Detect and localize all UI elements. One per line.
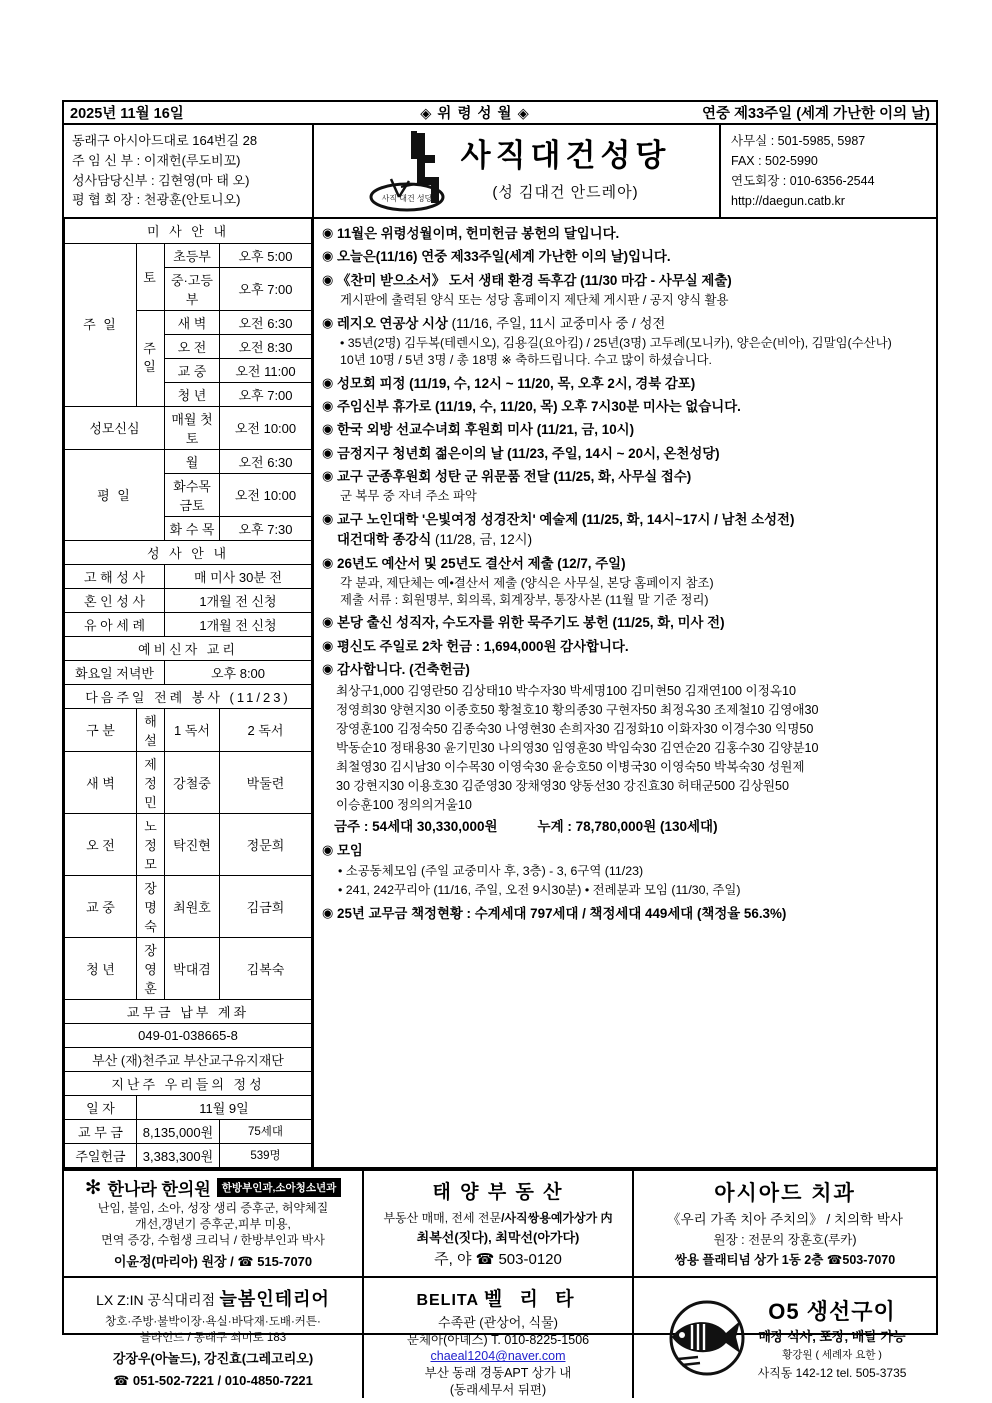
marian-when: 매월 첫 토 — [165, 406, 220, 449]
meeting-item: • 소공동체모임 (주일 교중미사 후, 3층) - 3, 6구역 (11/23) — [338, 863, 644, 878]
meetings-heading — [322, 842, 930, 860]
announcement-cont-title: 대건대학 종강식 — [337, 532, 432, 548]
ad-badge: 한방부인과,소아청소년과 — [217, 1178, 342, 1197]
ad-belita[interactable] — [364, 1278, 634, 1398]
ad-brand-en: BELITA — [416, 1292, 479, 1309]
announcement-item — [322, 225, 930, 243]
ad-contact: ☎ 051-502-7221 / 010-4850-7221 — [113, 1372, 313, 1388]
ad-line: 블라인드 / 동래구 쇠미로 183 — [139, 1331, 287, 1344]
weekday-row-time: 오전 6:30 — [220, 449, 312, 473]
ad-neulbom[interactable] — [64, 1278, 364, 1398]
ad-line: 최복선(짓다), 최막선(아가다) — [416, 1230, 580, 1245]
ad-neulbom-header — [69, 1285, 357, 1311]
mass-row-time: 오후 7:00 — [220, 382, 312, 406]
bulletin-sheet — [62, 100, 938, 1398]
liturgy-header: 해 설 — [137, 708, 165, 751]
liturgy-cell: 정문희 — [220, 813, 312, 875]
liturgy-header: 2 독서 — [220, 708, 312, 751]
announcement-detail: (11/16, 주일, 11시 교중미사 중 / 성전 — [447, 315, 666, 331]
office-fax: FAX : 502-5990 — [731, 154, 818, 168]
announcements-column — [314, 219, 936, 1167]
mass-sun-label: 주 일 — [137, 310, 165, 406]
weekday-row-time: 오전 10:00 — [220, 473, 312, 516]
donation-heading — [322, 661, 930, 679]
weekday-row-time: 오후 7:30 — [220, 516, 312, 540]
liturgy-cell: 김복숙 — [220, 937, 312, 999]
church-logo — [363, 125, 455, 217]
ad-brand-light: LX Z:IN 공식대리점 — [96, 1292, 216, 1308]
announcement-text: 교구 군종후원회 성탄 군 위문품 전달 (11/25, 화, 사무실 접수) — [337, 468, 692, 484]
header-main — [64, 125, 936, 219]
bullet-icon: ◉ — [322, 444, 334, 460]
header-contact — [721, 125, 936, 217]
sacrament-info: 1개월 전 신청 — [165, 588, 312, 612]
donor-line: 박동순10 정태용30 윤기민30 나의영30 임영훈30 박임숙30 김연순20 김홍수30 김양분10 — [336, 741, 819, 755]
bullet-icon: ◉ — [322, 554, 334, 570]
table-row — [65, 813, 312, 875]
liturgy-cell: 김금희 — [220, 875, 312, 937]
announcement-item — [322, 445, 930, 463]
mass-section-title: 미 사 안 내 — [65, 219, 312, 243]
ad-hanara[interactable] — [64, 1171, 364, 1276]
final-note-text: 25년 교무금 책정현황 : 수계세대 797세대 / 책정세대 449세대 (책정율 56.3%) — [337, 905, 787, 921]
ad-line: (동래세무서 뒤편) — [449, 1383, 547, 1398]
bullet-icon: ◉ — [322, 510, 334, 526]
meetings-title: 모임 — [337, 842, 363, 858]
bullet-icon: ◉ — [322, 271, 334, 287]
office-phone: 사무실 : 501-5985, 5987 — [731, 134, 866, 148]
table-row — [65, 1143, 312, 1167]
liturgy-section-title: 다음주일 전례 봉사 (11/23) — [65, 684, 312, 708]
mass-row-time: 오전 11:00 — [220, 358, 312, 382]
header-sunday: 연중 제33주일 (세계 가난한 이의 날) — [701, 106, 930, 122]
announcement-item — [322, 398, 930, 416]
offering-count: 539명 — [220, 1143, 312, 1167]
ad-contact: 이윤정(마리아) 원장 / ☎ 515-7070 — [113, 1253, 313, 1269]
account-section-title: 교무금 납부 계좌 — [65, 999, 312, 1023]
ad-row-1 — [64, 1171, 936, 1278]
bullet-icon: ◉ — [322, 637, 334, 653]
announcement-item — [322, 511, 930, 529]
ad-taeyang[interactable] — [364, 1171, 634, 1276]
bulletin-body — [64, 219, 936, 1169]
mass-row-time: 오전 8:30 — [220, 334, 312, 358]
ad-o5-fish[interactable] — [634, 1278, 936, 1398]
announcement-text: 주임신부 휴가로 (11/19, 수, 11/20, 목) 오후 7시30분 미사는 없습니다. — [337, 398, 741, 414]
advertisements — [64, 1169, 936, 1398]
header-date-strip — [64, 102, 936, 125]
ad-line: 매장 식사, 포장, 배달 가능 — [758, 1329, 906, 1345]
mass-row-name: 청 년 — [165, 382, 220, 406]
announcement-text: 본당 출신 성직자, 수도자를 위한 묵주기도 봉헌 (11/25, 화, 미사 전) — [337, 615, 725, 631]
ad-line: 부산 동래 경동APT 상가 내 — [424, 1366, 572, 1381]
church-patron: (성 김대건 안드레아) — [492, 183, 639, 201]
mass-row-name: 중·고등부 — [165, 267, 220, 310]
liturgy-cell: 장영훈 — [137, 937, 165, 999]
liturgy-header: 구 분 — [65, 708, 137, 751]
liturgy-cell: 제정민 — [137, 751, 165, 813]
donor-line: 이승훈100 정의의거울10 — [336, 797, 472, 812]
account-org: 부산 (재)천주교 부산교구유지재단 — [65, 1047, 312, 1071]
bullet-icon: ◉ — [322, 841, 334, 857]
mass-sunday-label: 주 일 — [65, 243, 137, 406]
donor-line: 장영훈100 김정숙50 김종숙30 나영현30 손희자30 김정화10 이화자30 이경수30 익명50 — [336, 722, 814, 737]
church-title-wrap — [461, 140, 671, 202]
announcement-subtext: 게시판에 출력된 양식 또는 성당 홈페이지 제단체 게시판 / 공지 양식 활용 — [340, 292, 729, 307]
header-title-block — [314, 125, 721, 217]
announcement-subtext: 제출 서류 : 회원명부, 회의록, 회계장부, 통장사본 (11월 말 기준 정리) — [340, 592, 709, 607]
table-row — [65, 1119, 312, 1143]
ad-asiad-dental[interactable] — [634, 1171, 936, 1276]
lastweek-section-title: 지난주 우리들의 정성 — [65, 1071, 312, 1095]
bullet-icon: ◉ — [322, 225, 334, 240]
mass-row-time: 오후 7:00 — [220, 267, 312, 310]
svg-text:사직 대건 성당: 사직 대건 성당 — [381, 194, 433, 203]
announcement-item — [322, 375, 930, 393]
ad-line: 황강원 ( 세례자 요한 ) — [782, 1348, 882, 1361]
donor-line: 최상구1,000 김영란50 김상태10 박수자30 박세명100 김미현50 김재연100 이정옥10 — [336, 684, 797, 699]
ad-contact: 사직동 142-12 tel. 505-3735 — [757, 1365, 907, 1380]
table-row — [65, 751, 312, 813]
ad-fish-row — [639, 1282, 931, 1394]
announcement-item — [322, 468, 930, 486]
announcement-text: 금정지구 청년회 젊은이의 날 (11/23, 주일, 14시 ~ 20시, 온천성당) — [337, 445, 720, 461]
announcement-subtext: 10년 10명 / 5년 3명 / 총 18명 ※ 축하드립니다. 수고 많이 하셨습니다. — [340, 352, 712, 367]
announcement-item — [322, 555, 930, 573]
church-website[interactable]: http://daegun.catb.kr — [731, 194, 845, 208]
sacrament-name: 유 아 세 례 — [65, 612, 165, 636]
sacrament-info: 매 미사 30분 전 — [165, 564, 312, 588]
announcement-text: 교구 노인대학 '은빛여정 성경잔치' 예술제 (11/25, 화, 14시~17시 / 남천 소성전) — [337, 511, 795, 527]
ad-line — [369, 1209, 627, 1226]
marian-label: 성모신심 — [65, 406, 165, 449]
mass-row-time: 오전 6:30 — [220, 310, 312, 334]
donor-line: 최철영30 김시남30 이수목30 이영숙30 윤승호50 이병국30 이영숙50 박복숙30 성원제 — [336, 759, 805, 774]
ad-line: 창호·주방·불박이장·욕실·바닥재·도배·커튼· — [105, 1316, 321, 1328]
bullet-icon: ◉ — [322, 467, 334, 483]
sacrament-info: 1개월 전 신청 — [165, 612, 312, 636]
ad-contact: 주, 야 ☎ 503-0120 — [434, 1250, 562, 1268]
announcement-item — [322, 315, 930, 333]
parish-sacrament-priest: 성사담당신부 : 김현영(마 태 오) — [72, 172, 250, 188]
bullet-icon: ◉ — [322, 397, 334, 413]
liturgy-cell: 최원호 — [165, 875, 220, 937]
offering-name: 교 무 금 — [65, 1119, 137, 1143]
offering-count: 75세대 — [220, 1119, 312, 1143]
lastweek-date-label: 일 자 — [65, 1095, 137, 1119]
account-number: 049-01-038665-8 — [65, 1023, 312, 1047]
mass-row-name: 새 벽 — [165, 310, 220, 334]
ad-contact: 쌍용 플래티넘 상가 1동 2층 ☎503-7070 — [674, 1253, 896, 1268]
donor-list — [336, 682, 930, 814]
mass-row-name: 초등부 — [165, 243, 220, 267]
catechumen-class: 화요일 저녁반 — [65, 660, 165, 684]
yeondo-head: 연도회장 : 010-6356-2544 — [731, 174, 875, 188]
announcement-continuation — [322, 531, 930, 549]
flower-icon: ✻ — [84, 1177, 102, 1199]
ad-line: 원장 : 전문의 장훈호(루카) — [713, 1233, 857, 1248]
announcement-text: 오늘은(11/16) 연중 제33주일(세계 가난한 이의 날)입니다. — [337, 249, 671, 265]
ad-line-light: 부동산 매매, 전세 전문 — [383, 1211, 502, 1225]
sacrament-name: 고 해 성 사 — [65, 564, 165, 588]
ad-name: 늘봄인테리어 — [219, 1289, 330, 1309]
announcement-text — [337, 315, 930, 333]
liturgy-cell: 노정모 — [137, 813, 165, 875]
liturgy-cell: 새 벽 — [65, 751, 137, 813]
donation-cumulative: 누계 : 78,780,000원 (130세대) — [537, 818, 718, 834]
bullet-icon: ◉ — [322, 314, 334, 330]
marian-time: 오전 10:00 — [220, 406, 312, 449]
ad-line: 수족관 (관상어, 식물) — [438, 1315, 558, 1330]
announcement-text: 평신도 주일로 2차 헌금 : 1,694,000원 감사합니다. — [337, 638, 629, 654]
liturgy-cell: 박둘련 — [220, 751, 312, 813]
mass-sat-label: 토 — [137, 243, 165, 310]
liturgy-cell: 탁진현 — [165, 813, 220, 875]
liturgy-cell: 청 년 — [65, 937, 137, 999]
ad-brand-ko: 벨 리 타 — [483, 1289, 580, 1310]
parish-council-head: 평 협 회 장 : 천광훈(안토니오) — [72, 192, 241, 208]
weekday-row-name: 월 — [165, 449, 220, 473]
donation-title: 감사합니다. (건축헌금) — [337, 662, 470, 677]
church-logo-icon — [365, 125, 453, 217]
bullet-icon: ◉ — [322, 904, 334, 920]
weekday-row-name: 화수목금토 — [165, 473, 220, 516]
offering-name: 주일헌금 — [65, 1143, 137, 1167]
ad-line: 강장우(아놀드), 강진효(그레고리오) — [112, 1351, 314, 1367]
mass-row-name: 교 중 — [165, 358, 220, 382]
liturgy-header: 1 독서 — [165, 708, 220, 751]
ad-row-2 — [64, 1278, 936, 1398]
table-row — [65, 937, 312, 999]
sacrament-name: 혼 인 성 사 — [65, 588, 165, 612]
liturgy-cell: 박대겸 — [165, 937, 220, 999]
catechumen-section-title: 예비신자 교리 — [65, 636, 312, 660]
header-parish-info — [64, 125, 314, 217]
announcement-text: 26년도 예산서 및 25년도 결산서 제출 (12/7, 주일) — [337, 555, 626, 571]
schedule-tables — [64, 219, 312, 1167]
parish-address: 동래구 아시아드대로 164번길 28 — [72, 133, 258, 148]
fish-icon — [664, 1299, 750, 1377]
announcement-title: 레지오 연공상 시상 — [337, 315, 448, 331]
parish-pastor: 주 임 신 부 : 이재헌(루도비꼬) — [72, 152, 241, 168]
header-season: ◈ 위 령 성 월 ◈ — [420, 106, 530, 122]
mass-row-name: 오 전 — [165, 334, 220, 358]
ad-fish-text — [758, 1295, 907, 1381]
ad-line: 《우리 가족 치아 주치의》 / 치의학 박사 — [667, 1212, 903, 1227]
liturgy-cell: 장명숙 — [137, 875, 165, 937]
liturgy-cell: 오 전 — [65, 813, 137, 875]
lastweek-date-value: 11월 9일 — [137, 1095, 312, 1119]
donor-line: 정영희30 양현지30 이종호50 황철호10 황의종30 구현자50 최정옥30 조제철10 김영애30 — [336, 703, 819, 718]
sacraments-section-title: 성 사 안 내 — [65, 540, 312, 564]
announcement-text: 11월은 위령성월이며, 헌미헌금 봉헌의 달입니다. — [337, 226, 620, 241]
ad-name: O5 생선구이 — [768, 1299, 896, 1325]
donor-line: 30 강현지30 이용호30 김준영30 장채영30 양동선30 강진효30 허태군500 김상원50 — [336, 778, 790, 793]
bullet-icon: ◉ — [322, 421, 334, 437]
ad-line: 면역 증강, 수험생 크리닉 / 한방부인과 박사 — [101, 1233, 325, 1248]
meeting-item: • 241, 242꾸리아 (11/16, 주일, 오전 9시30분) • 전례분과 모임 (11/30, 주일) — [338, 883, 741, 898]
liturgy-cell: 강철중 — [165, 751, 220, 813]
bullet-icon: ◉ — [322, 374, 334, 390]
table-row — [65, 875, 312, 937]
announcement-text: 한국 외방 선교수녀회 후원회 미사 (11/21, 금, 10시) — [337, 422, 635, 438]
ad-name: 한나라 한의원 — [107, 1180, 211, 1199]
announcement-item — [322, 272, 930, 290]
church-name: 사직대건성당 — [460, 138, 671, 174]
bullet-icon: ◉ — [322, 248, 334, 264]
ad-name: 아시아드 치과 — [714, 1182, 856, 1205]
donation-totals — [334, 818, 930, 836]
announcement-item — [322, 638, 930, 656]
announcement-text: 성모회 피정 (11/19, 수, 12시 ~ 11/20, 목, 오후 2시, 경북 감포) — [337, 375, 696, 391]
announcement-item — [322, 614, 930, 632]
announcement-item — [322, 248, 930, 266]
bullet-icon: ◉ — [322, 661, 334, 676]
header-date: 2025년 11월 16일 — [70, 106, 184, 122]
announcement-item — [322, 421, 930, 439]
ad-belita-header — [369, 1284, 627, 1311]
liturgy-cell: 교 중 — [65, 875, 137, 937]
announcement-text: 《찬미 받으소서》 도서 생태 환경 독후감 (11/30 마감 - 사무실 제출) — [337, 272, 732, 288]
weekday-label: 평 일 — [65, 449, 165, 540]
bullet-icon: ◉ — [322, 614, 334, 630]
offering-amount: 3,383,300원 — [137, 1143, 220, 1167]
ad-line: 개선,갱년기 증후군,피부 미용, — [135, 1217, 291, 1232]
ad-line: 문체아(아녜스) T. 010-8225-1506 — [406, 1332, 590, 1347]
ad-email[interactable]: chaeal1204@naver.com — [430, 1349, 566, 1364]
offering-amount: 8,135,000원 — [137, 1119, 220, 1143]
ad-hanara-header — [69, 1175, 357, 1200]
announcement-subtext: 군 복무 중 자녀 주소 파악 — [340, 489, 477, 504]
ad-line-bold: /사직쌍용예가상가 内 — [501, 1211, 613, 1225]
weekday-row-name: 화 수 목 — [165, 516, 220, 540]
left-column — [64, 219, 314, 1167]
ad-name: 태 양 부 동 산 — [432, 1182, 564, 1203]
announcement-subtext: 각 분과, 제단체는 예•결산서 제출 (양식은 사무실, 본당 홈페이지 참조) — [340, 575, 714, 590]
donation-week-total: 금주 : 54세대 30,330,000원 — [334, 818, 498, 834]
catechumen-time: 오후 8:00 — [165, 660, 312, 684]
final-note — [322, 905, 930, 923]
announcement-subtext: • 35년(2명) 김두복(테렌시오), 김용길(요아킴) / 25년(3명) 고두례(모니카), 양은순(비아), 김말임(수산나) — [340, 336, 892, 351]
ad-line: 난임, 불임, 소아, 성장 생리 증후군, 허약체질 — [97, 1201, 329, 1215]
mass-row-time: 오후 5:00 — [220, 243, 312, 267]
announcement-cont-detail: (11/28, 금, 12시) — [431, 532, 533, 548]
